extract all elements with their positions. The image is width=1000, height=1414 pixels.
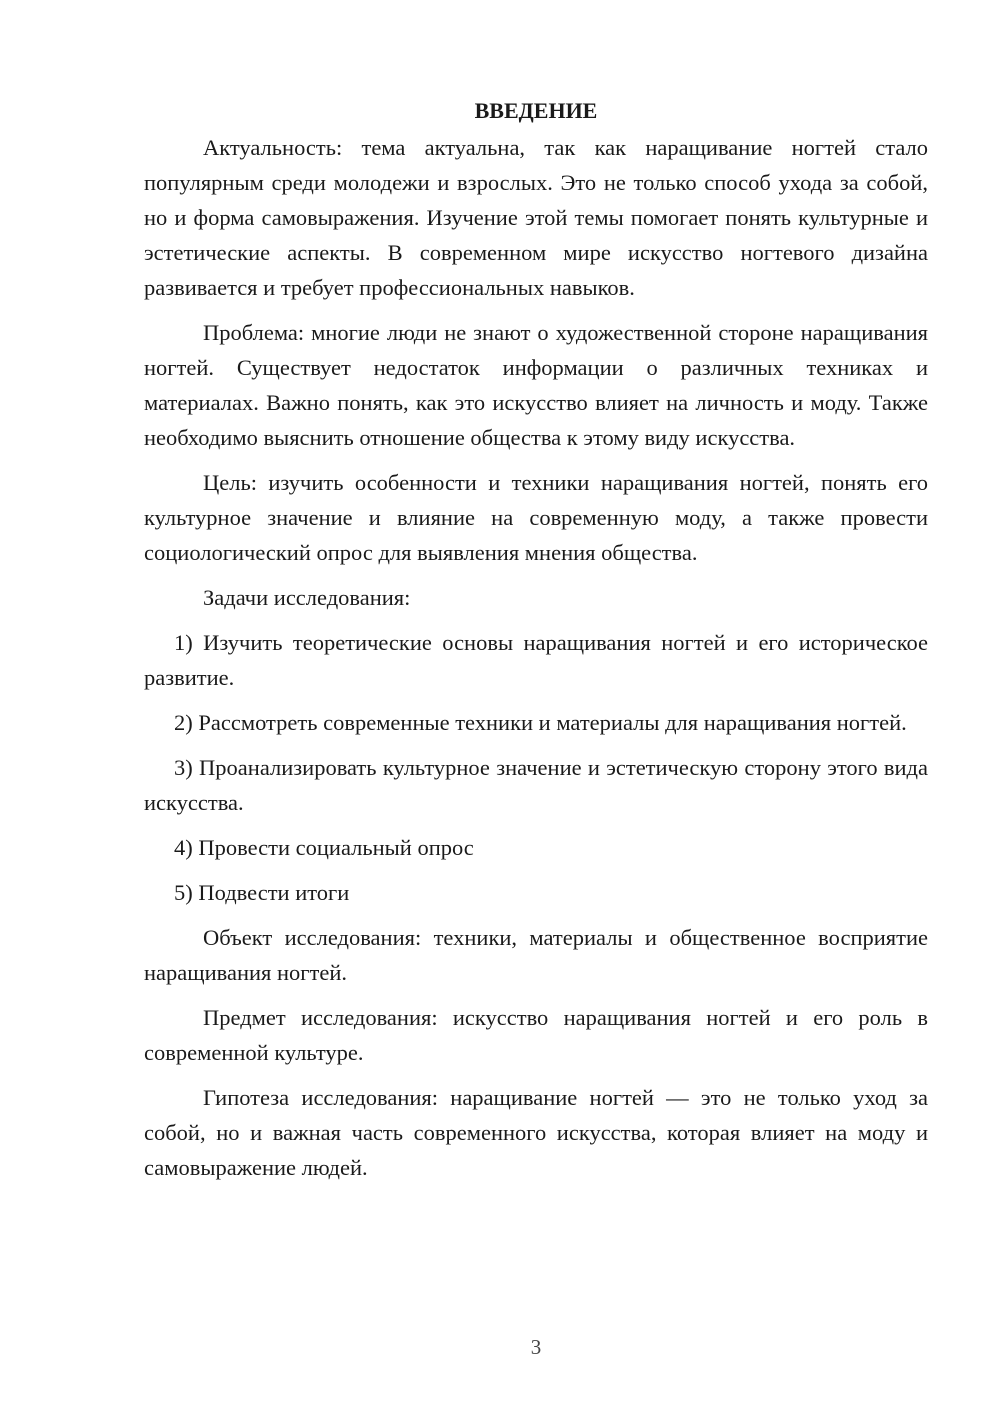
list-item: 1) Изучить теоретические основы наращивания ногтей и его историческое развитие. xyxy=(144,630,928,690)
paragraph-goal: Цель: изучить особенности и техники наращивания ногтей, понять его культурное значение и влияние на современную моду, а также провести социологический опрос для выявления мнения общества. xyxy=(144,470,928,565)
paragraph-subject: Предмет исследования: искусство наращивания ногтей и его роль в современной культуре. xyxy=(144,1005,928,1065)
paragraph-problem: Проблема: многие люди не знают о художественной стороне наращивания ногтей. Существует недостаток информации о различных техниках и материалах. Важно понять, как это искусство влияет на личность и моду. Также необходимо выяснить отношение общества к этому виду искусства. xyxy=(144,320,928,450)
page-number: 3 xyxy=(530,1335,542,1359)
list-item: 5) Подвести итоги xyxy=(174,880,350,905)
paragraph-object: Объект исследования: техники, материалы и общественное восприятие наращивания ногтей. xyxy=(144,925,928,985)
paragraph-actuality: Актуальность: тема актуальна, так как наращивание ногтей стало популярным среди молодежи и взрослых. Это не только способ ухода за собой, но и форма самовыражения. Изучение этой темы помогает понять культурные и эстетические аспекты. В современном мире искусство ногтевого дизайна развивается и требует профессиональных навыков. xyxy=(144,135,928,300)
tasks-list xyxy=(144,625,928,910)
document-page xyxy=(144,96,928,1195)
tasks-heading: Задачи исследования: xyxy=(203,585,411,610)
list-item: 2) Рассмотреть современные техники и материалы для наращивания ногтей. xyxy=(174,710,907,735)
list-item: 3) Проанализировать культурное значение и эстетическую сторону этого вида искусства. xyxy=(144,755,928,815)
list-item: 4) Провести социальный опрос xyxy=(174,835,474,860)
page-title: ВВЕДЕНИЕ xyxy=(474,98,598,123)
paragraph-hypothesis: Гипотеза исследования: наращивание ногтей — это не только уход за собой, но и важная часть современного искусства, которая влияет на моду и самовыражение людей. xyxy=(144,1085,928,1180)
